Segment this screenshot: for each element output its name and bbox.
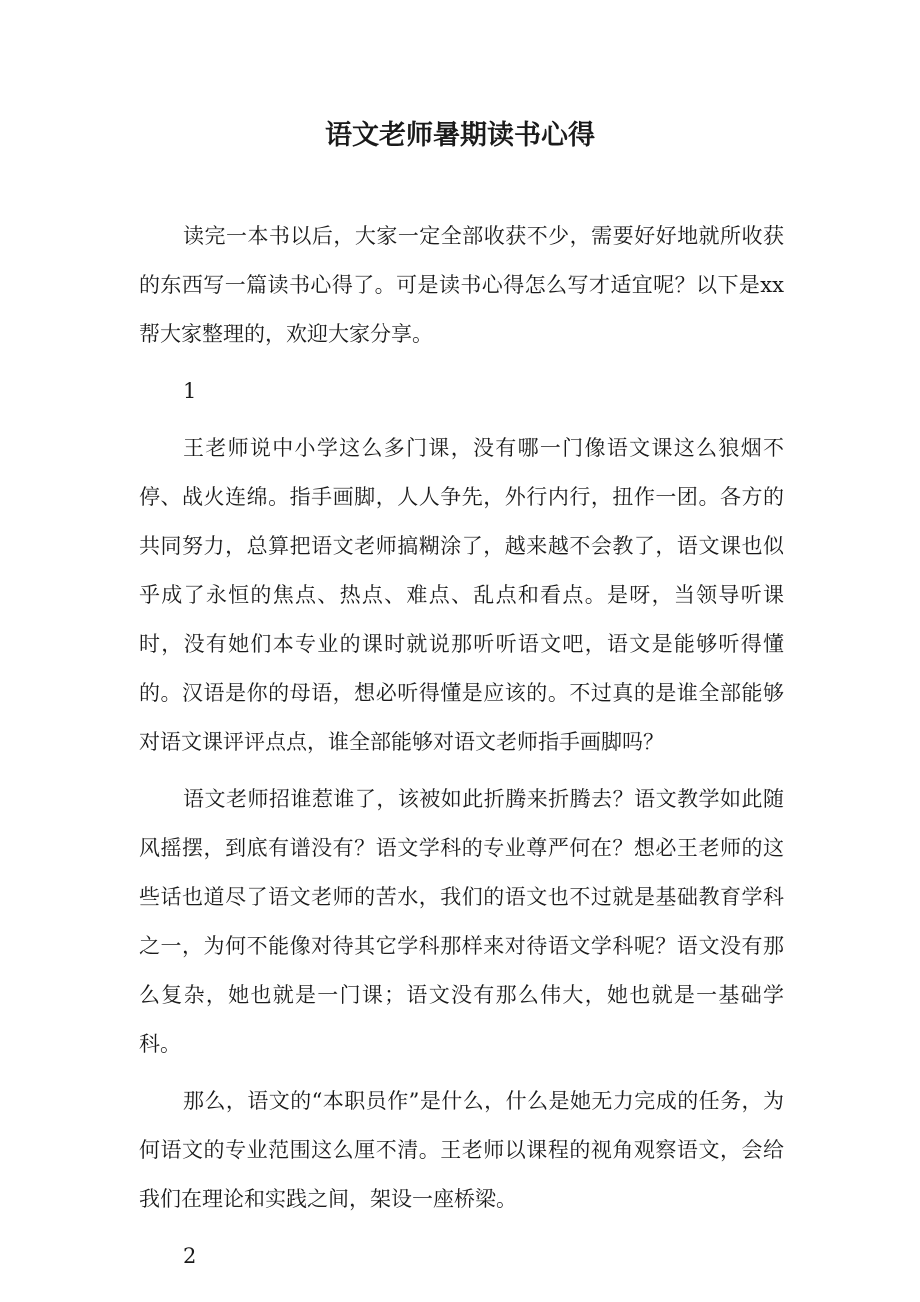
document-body — [139, 212, 784, 1289]
document-title: 语文老师暑期读书心得 — [325, 120, 595, 151]
section-number-1: 1 — [183, 379, 197, 403]
paragraph: 语文老师招谁惹谁了，该被如此折腾来折腾去？语文教学如此随风摇摆，到底有谱没有？语文学科的专业尊严何在？想必王老师的这些话也道尽了语文老师的苦水，我们的语文也不过就是基础教育学科之一，为何不能像对待其它学科那样来对待语文学科呢？语文没有那么复杂，她也就是一门课；语文没有那么伟大，她也就是一基础学科。 — [139, 787, 784, 1056]
section-number-2: 2 — [183, 1244, 197, 1268]
paragraph: 王老师说中小学这么多门课，没有哪一门像语文课这么狼烟不停、战火连绵。指手画脚，人人争先，外行内行，扭作一团。各方的共同努力，总算把语文老师搞糊涂了，越来越不会教了，语文课也似乎成了永恒的焦点、热点、难点、乱点和看点。是呀，当领导听课时，没有她们本专业的课时就说那听听语文吧，语文是能够听得懂的。汉语是你的母语，想必听得懂是应该的。不过真的是谁全部能够对语文课评评点点，谁全部能够对语文老师指手画脚吗？ — [139, 436, 784, 754]
paragraph: 那么，语文的“本职员作”是什么，什么是她无力完成的任务，为何语文的专业范围这么厘不清。王老师以课程的视角观察语文，会给我们在理论和实践之间，架设一座桥梁。 — [139, 1089, 784, 1211]
paragraph-intro: 读完一本书以后，大家一定全部收获不少，需要好好地就所收获的东西写一篇读书心得了。可是读书心得怎么写才适宜呢？以下是xx帮大家整理的，欢迎大家分享。 — [139, 224, 784, 346]
